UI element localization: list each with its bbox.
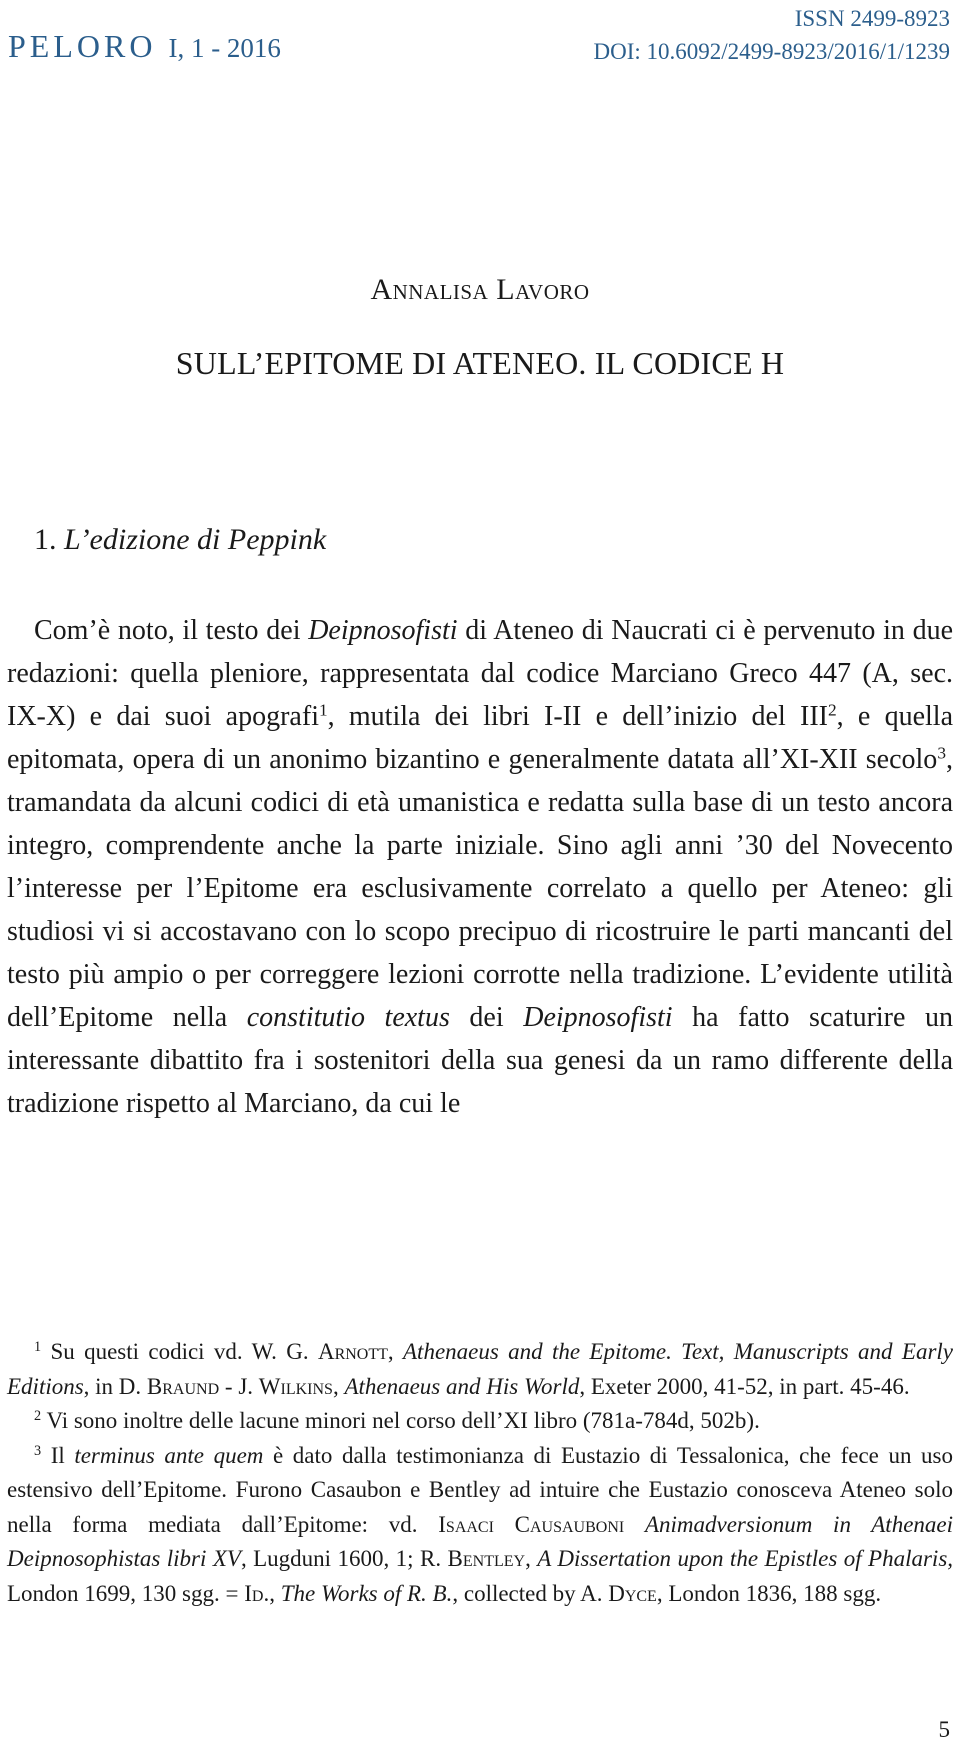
section-title: L’edizione di Peppink xyxy=(64,523,327,556)
article-author: Annalisa Lavoro xyxy=(370,273,590,306)
journal-name xyxy=(8,28,281,65)
italic-run: Deipnosofisti xyxy=(523,1002,673,1033)
smallcaps-run: Arnott xyxy=(317,1339,388,1364)
smallcaps-run: Id. xyxy=(244,1580,270,1606)
text-run: , in D. xyxy=(83,1373,147,1399)
text-run: , mutila dei libri I-II e dell’inizio del III xyxy=(327,701,828,732)
section-number: 1. xyxy=(34,523,57,556)
footnote-ref-3[interactable]: 3 xyxy=(937,743,946,763)
text-run: è dato dalla testimonianza di Eustazio di Tessalonica, che fece un uso estensivo dell’Epitome. Furono Casaubon e Bentley ad intuire che Eustazio conosceva Ateneo solo nella forma mediata dall’Epitome: vd. xyxy=(7,1442,953,1537)
text-run: ha fatto scaturire un interessante dibattito fra i sostenitori della sua genesi da un ramo differente della tradizione rispetto al Marciano, da cui le xyxy=(7,1002,954,1119)
journal-volume: I, 1 - 2016 xyxy=(168,33,281,63)
text-run: , Exeter 2000, 41-52, in part. 45-46. xyxy=(579,1373,910,1399)
footnote-ref-1[interactable]: 1 xyxy=(318,700,328,720)
journal-title: PELORO xyxy=(8,28,157,64)
doi: DOI: 10.6092/2499-8923/2016/1/1239 xyxy=(593,39,950,64)
smallcaps-run: Bentley xyxy=(447,1546,526,1571)
text-run: - J. xyxy=(219,1373,259,1399)
footnote-number: 1 xyxy=(34,1339,42,1356)
footnote-number: 3 xyxy=(34,1442,42,1459)
text-run: , xyxy=(387,1339,403,1364)
italic-run: Athenaeus and the Epitome. Text, Manuscripts and Early Editions xyxy=(7,1339,953,1399)
smallcaps-run: Dyce xyxy=(608,1580,657,1606)
italic-run: Deipnosofisti xyxy=(308,615,458,646)
section-heading xyxy=(34,523,326,557)
footnote-1 xyxy=(7,1335,953,1404)
text-run: Com’è noto, il testo dei xyxy=(34,615,309,646)
text-run: dei xyxy=(449,1002,524,1033)
smallcaps-run: Wilkins xyxy=(258,1373,333,1399)
journal-meta xyxy=(594,2,951,68)
body-text xyxy=(7,609,953,1125)
issn: ISSN 2499-8923 xyxy=(794,6,950,31)
page-number: 5 xyxy=(938,1717,950,1742)
italic-run: constitutio textus xyxy=(246,1002,450,1033)
article-title: SULL’EPITOME DI ATENEO. IL CODICE H xyxy=(175,345,785,381)
text-run: Il xyxy=(41,1442,75,1468)
text-run: Su questi codici vd. W. G. xyxy=(41,1339,318,1364)
body-paragraph xyxy=(7,609,953,1125)
text-run: , xyxy=(269,1580,281,1606)
text-run: , xyxy=(525,1546,538,1571)
text-run: , London 1836, 188 sgg. xyxy=(656,1580,882,1606)
italic-run: terminus ante quem xyxy=(74,1442,264,1468)
text-run: , collected by A. xyxy=(452,1580,609,1606)
text-run: Vi sono inoltre delle lacune minori nel corso dell’XI libro (781a-784d, 502b). xyxy=(41,1408,760,1433)
smallcaps-run: Braund xyxy=(146,1373,220,1399)
italic-run: Animadversionum in Athenaei Deipnosophistas libri XV xyxy=(7,1511,954,1571)
footnote-3 xyxy=(7,1439,953,1612)
italic-run: The Works of R. B. xyxy=(280,1580,453,1606)
text-run: London 1699, 130 sgg. = xyxy=(7,1580,245,1606)
smallcaps-run: Isaaci Causauboni xyxy=(438,1511,625,1537)
italic-run: A Dissertation upon the Epistles of Phalaris, xyxy=(537,1546,954,1571)
footnote-ref-2[interactable]: 2 xyxy=(827,700,837,720)
text-run: di Ateneo di Naucrati ci è pervenuto in due redazioni: quella pleniore, rappresentata dal codice Marciano Greco 447 (A, sec. IX-X) e dai suoi apografi xyxy=(7,615,954,732)
text-run: , xyxy=(332,1373,345,1399)
footnote-number: 2 xyxy=(34,1408,42,1425)
text-run: , tramandata da alcuni codici di età umanistica e redatta sulla base di un testo ancora integro, comprendente anche la parte iniziale. Sino agli anni ’30 del Novecento l’interesse per l’Epitome era esclusivamente correlato a quello per Ateneo: gli studiosi vi si accostavano con lo scopo precipuo di ricostruire le parti mancanti del testo più ampio o per correggere lezioni corrotte nella tradizione. L’evidente utilità dell’Epitome nella xyxy=(7,744,953,1033)
footnotes xyxy=(7,1335,953,1611)
text-run: , Lugduni 1600, 1; R. xyxy=(240,1546,448,1571)
text-run: , e quella epitomata, opera di un anonimo bizantino e generalmente datata all’XI-XII secolo xyxy=(7,701,953,775)
italic-run: Athenaeus and His World xyxy=(344,1373,580,1399)
footnote-2 xyxy=(7,1404,953,1439)
text-run xyxy=(624,1512,645,1537)
